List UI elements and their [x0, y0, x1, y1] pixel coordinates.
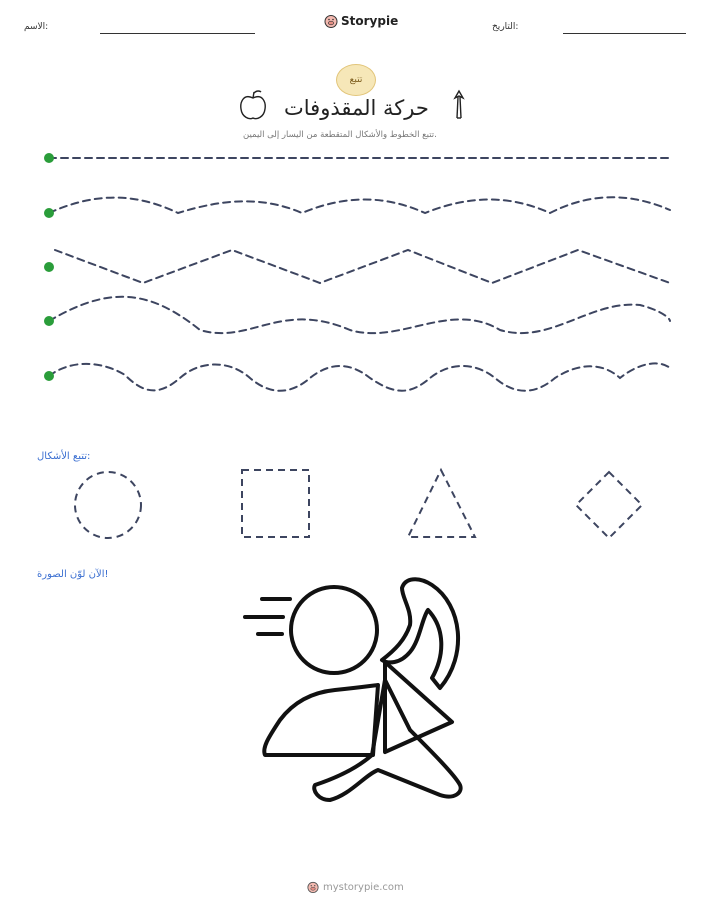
- page-title: حركة المقذوفات: [284, 96, 429, 120]
- color-section-label: الآن لوّن الصورة!: [37, 569, 109, 580]
- name-label: الاسم:: [24, 22, 49, 32]
- figure-leg: [314, 680, 460, 800]
- pig-mascot-icon: [307, 881, 319, 893]
- figure-torso: [264, 685, 378, 755]
- badge-text: تتبع: [349, 75, 363, 85]
- page-subtitle: تتبع الخطوط والأشكال المتقطعة من اليسار إلى اليمين.: [243, 130, 437, 140]
- footer: [307, 881, 404, 893]
- figure-head: [291, 587, 377, 673]
- footer-url[interactable]: mystorypie.com: [323, 881, 404, 893]
- date-label: التاريخ:: [492, 22, 519, 32]
- figure-triangle: [385, 662, 452, 752]
- brand-name: Storypie: [341, 14, 399, 28]
- shapes-section-label: تتبع الأشكال:: [37, 451, 91, 462]
